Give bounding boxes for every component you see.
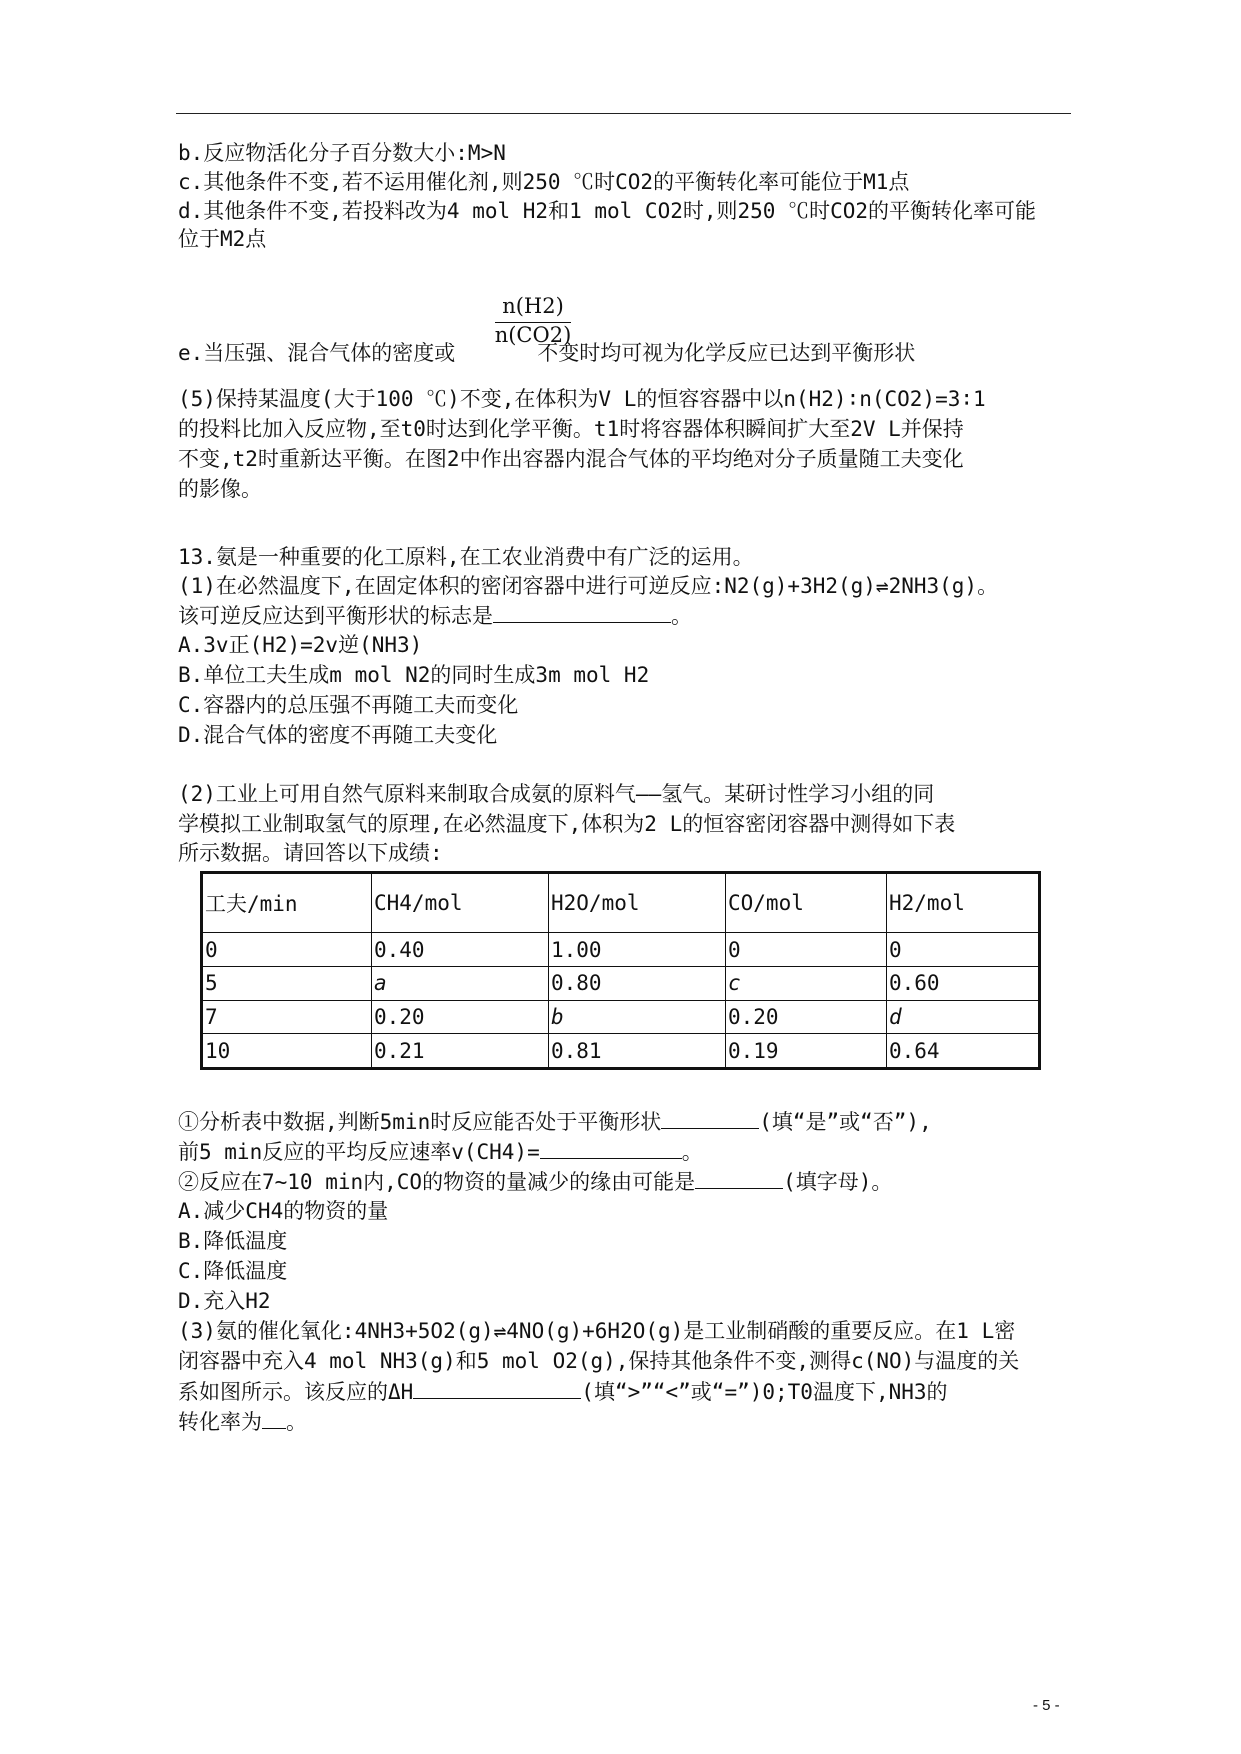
answer-blank-3[interactable] — [540, 1136, 682, 1159]
q13-sub-i-rate-question: 前5 min反应的平均反应速率v(CH4)= — [178, 1140, 540, 1164]
answer-blank-5[interactable] — [413, 1376, 581, 1399]
table-header-row — [202, 873, 1040, 933]
q13-sub-i-hint: (填“是”或“否”), — [759, 1110, 932, 1134]
q13-sub-i-line2 — [178, 1136, 703, 1167]
table-cell: 0 — [202, 933, 372, 967]
table-cell: 0.19 — [726, 1034, 887, 1069]
answer-blank-2[interactable] — [661, 1106, 759, 1129]
q13-part1-option-b: B.单位工夫生成m mol N2的同时生成3m mol H2 — [178, 663, 650, 687]
answer-blank-1[interactable] — [493, 600, 671, 623]
q12-option-e — [178, 338, 915, 368]
table-cell: 0.64 — [887, 1034, 1040, 1069]
page-number: - 5 - — [1033, 1697, 1060, 1714]
q13-part1-question-end: 。 — [671, 604, 692, 628]
q12-part5-line1: (5)保持某温度(大于100 ℃)不变,在体积为V L的恒容容器中以n(H2)∶n(CO2)=3∶1 — [178, 387, 986, 411]
table-cell: 0.21 — [372, 1034, 549, 1069]
q13-sub-i-line1 — [178, 1106, 932, 1137]
q13-sub-ii-option-d: D.充入H2 — [178, 1289, 271, 1313]
q12-part5-line3: 不变,t2时重新达平衡。在图2中作出容器内混合气体的平均绝对分子质量随工夫变化 — [178, 447, 964, 471]
table-row — [202, 1034, 1040, 1069]
table-cell: 0.60 — [887, 966, 1040, 1000]
q12-option-d-line2: 位于M2点 — [178, 227, 267, 251]
table-cell: a — [372, 966, 549, 1000]
table-cell: 0 — [726, 933, 887, 967]
q13-part1-option-c: C.容器内的总压强不再随工夫而变化 — [178, 693, 519, 717]
table-cell: 0.20 — [726, 1000, 887, 1034]
q12-option-e-suffix: 不变时均可视为化学反应已达到平衡形状 — [537, 341, 916, 365]
table-header-cell: H2/mol — [887, 873, 1040, 933]
table-cell: 0.20 — [372, 1000, 549, 1034]
table-header-cell: CO/mol — [726, 873, 887, 933]
q13-part3-line3 — [178, 1376, 948, 1407]
table-row — [202, 1000, 1040, 1034]
table-header-cell: H2O/mol — [549, 873, 726, 933]
data-table — [200, 871, 1041, 1070]
q13-sub-ii-option-a: A.减少CH4的物资的量 — [178, 1199, 389, 1223]
q13-sub-ii-hint: (填字母)。 — [783, 1170, 893, 1194]
header-rule — [176, 113, 1071, 114]
q12-option-e-prefix: e.当压强、混合气体的密度或 — [178, 341, 456, 365]
q13-part1-option-d: D.混合气体的密度不再随工夫变化 — [178, 723, 498, 747]
table-cell: d — [887, 1000, 1040, 1034]
table-cell: b — [549, 1000, 726, 1034]
q13-part3-line2: 闭容器中充入4 mol NH3(g)和5 mol O2(g),保持其他条件不变,测得c(NO)与温度的关 — [178, 1349, 1020, 1373]
q12-option-b: b.反应物活化分子百分数大小:M>N — [178, 141, 506, 165]
q13-part1-line2 — [178, 600, 692, 631]
q13-part2-line3: 所示数据。请回答以下成绩: — [178, 841, 443, 865]
q13-sub-i-rate-end: 。 — [681, 1140, 703, 1164]
table-cell: 0.80 — [549, 966, 726, 1000]
table-row — [202, 933, 1040, 967]
q13-sub-ii-line — [178, 1166, 892, 1197]
table-cell: 0.81 — [549, 1034, 726, 1069]
fraction-denominator: n(CO2) — [494, 323, 572, 347]
table-cell: 10 — [202, 1034, 372, 1069]
q13-part1-line1: (1)在必然温度下,在固定体积的密闭容器中进行可逆反应:N2(g)+3H2(g)⇌2NH3(g)。 — [178, 574, 999, 598]
q13-intro: 13.氨是一种重要的化工原料,在工农业消费中有广泛的运用。 — [178, 545, 754, 569]
q13-part3-conversion-end: 。 — [286, 1410, 307, 1434]
table-cell: c — [726, 966, 887, 1000]
table-cell: 0.40 — [372, 933, 549, 967]
q13-sub-ii-option-b: B.降低温度 — [178, 1229, 288, 1253]
table-cell: 1.00 — [549, 933, 726, 967]
table-cell: 0 — [887, 933, 1040, 967]
table-cell: 5 — [202, 966, 372, 1000]
q13-part1-question: 该可逆反应达到平衡形状的标志是 — [178, 604, 493, 628]
q13-sub-ii-option-c: C.降低温度 — [178, 1259, 288, 1283]
answer-blank-6[interactable] — [262, 1406, 286, 1429]
q13-part2-line2: 学模拟工业制取氢气的原理,在必然温度下,体积为2 L的恒容密闭容器中测得如下表 — [178, 812, 956, 836]
table-header-cell: 工夫/min — [202, 873, 372, 933]
q13-sub-i-question: ①分析表中数据,判断5min时反应能否处于平衡形状 — [178, 1110, 662, 1134]
q13-part3-conversion-question: 转化率为 — [178, 1410, 262, 1434]
table-row — [202, 966, 1040, 1000]
table-header-cell: CH4/mol — [372, 873, 549, 933]
q13-part3-line4 — [178, 1406, 307, 1437]
q12-part5-line4: 的影像。 — [178, 477, 262, 501]
q12-option-d-line1: d.其他条件不变,若投料改为4 mol H2和1 mol CO2时,则250 ℃时CO2的平衡转化率可能 — [178, 199, 1037, 223]
q12-part5-line2: 的投料比加入反应物,至t0时达到化学平衡。t1时将容器体积瞬间扩大至2V L并保持 — [178, 417, 964, 441]
q13-part3-line1: (3)氨的催化氧化:4NH3+5O2(g)⇌4NO(g)+6H2O(g)是工业制硝酸的重要反应。在1 L密 — [178, 1319, 1016, 1343]
answer-blank-4[interactable] — [695, 1166, 783, 1189]
table-cell: 7 — [202, 1000, 372, 1034]
q13-part1-option-a: A.3v正(H2)=2v逆(NH3) — [178, 633, 423, 657]
fraction-numerator: n(H2) — [502, 294, 564, 318]
q13-sub-ii-question: ②反应在7~10 min内,CO的物资的量减少的缘由可能是 — [178, 1170, 696, 1194]
q13-part3-dh-hint: (填“>”“<”或“=”)0;T0温度下,NH3的 — [581, 1380, 948, 1404]
q13-part3-dh-question: 系如图所示。该反应的ΔH — [178, 1380, 414, 1404]
q13-part2-line1: (2)工业上可用自然气原料来制取合成氨的原料气——氢气。某研讨性学习小组的同 — [178, 782, 935, 806]
q12-option-c: c.其他条件不变,若不运用催化剂,则250 ℃时CO2的平衡转化率可能位于M1点 — [178, 170, 910, 194]
